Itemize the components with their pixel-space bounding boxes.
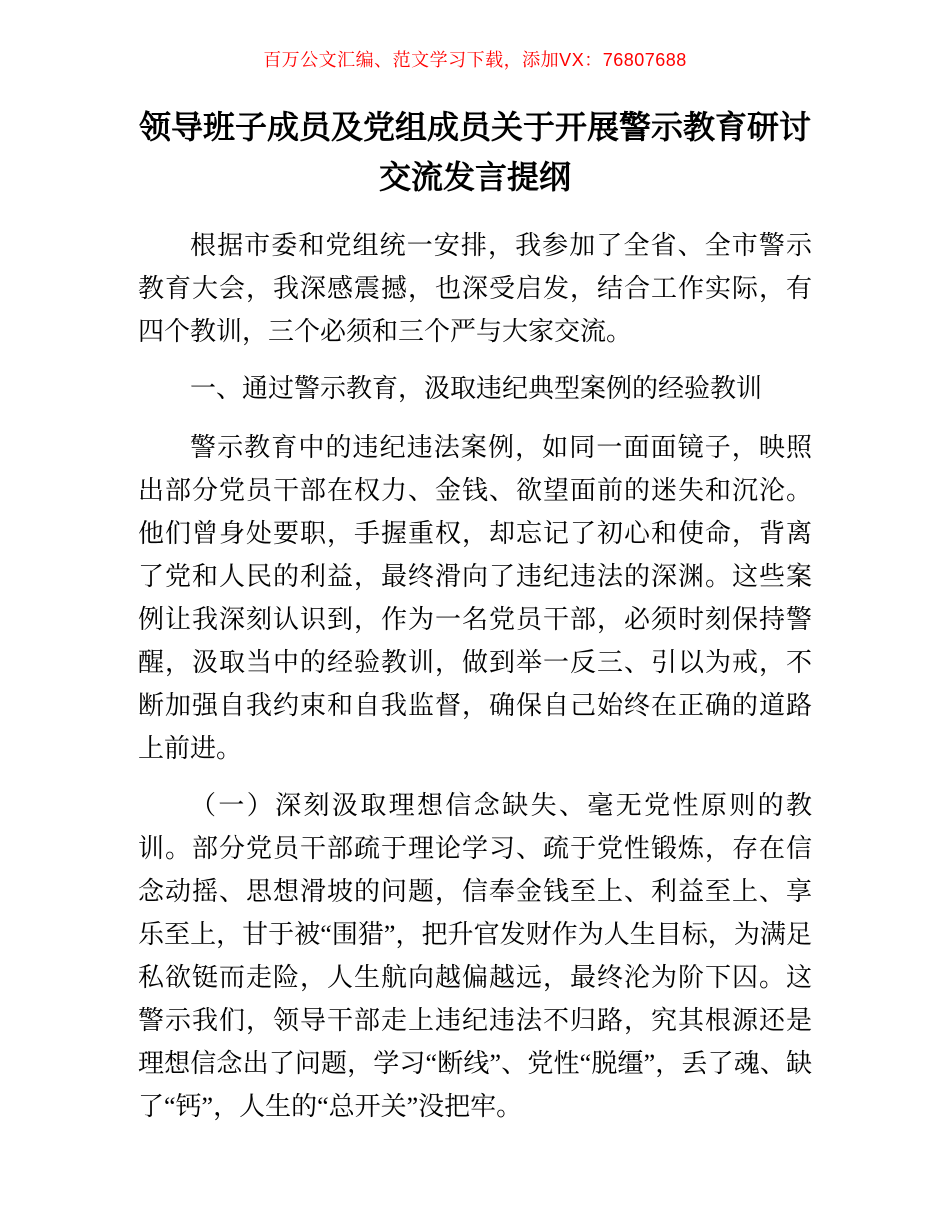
promo-notice: 百万公文汇编、范文学习下载，添加VX：76807688 (263, 50, 687, 70)
paragraph-body-1: 警示教育中的违纪违法案例，如同一面面镜子，映照出部分党员干部在权力、金钱、欲望面前的迷失和沉沦。他们曾身处要职，手握重权，却忘记了初心和使命，背离了党和人民的利益，最终滑向了违纪违法的深渊。这些案例让我深刻认识到，作为一名党员干部，必须时刻保持警醒，汲取当中的经验教训，做到举一反三、引以为戒，不断加强自我约束和自我监督，确保自己始终在正确的道路上前进。 (138, 433, 812, 763)
section-heading-1: 一、通过警示教育，汲取违纪典型案例的经验教训 (190, 374, 763, 403)
paragraph-body-2: （一）深刻汲取理想信念缺失、毫无党性原则的教训。部分党员干部疏于理论学习、疏于党性锻炼，存在信念动摇、思想滑坡的问题，信奉金钱至上、利益至上、享乐至上，甘于被“围猎”，把升官发财作为人生目标，为满足私欲铤而走险，人生航向越偏越远，最终沦为阶下囚。这警示我们，领导干部走上违纪违法不归路，究其根源还是理想信念出了问题，学习“断线”、党性“脱缰”，丢了魂、缺了“钙”，人生的“总开关”没把牢。 (138, 791, 812, 1121)
document-title: 领导班子成员及党组成员关于开展警示教育研讨交流发言提纲 (138, 109, 811, 195)
paragraph-intro: 根据市委和党组统一安排，我参加了全省、全市警示教育大会，我深感震撼，也深受启发，结合工作实际，有四个教训，三个必须和三个严与大家交流。 (138, 231, 812, 346)
